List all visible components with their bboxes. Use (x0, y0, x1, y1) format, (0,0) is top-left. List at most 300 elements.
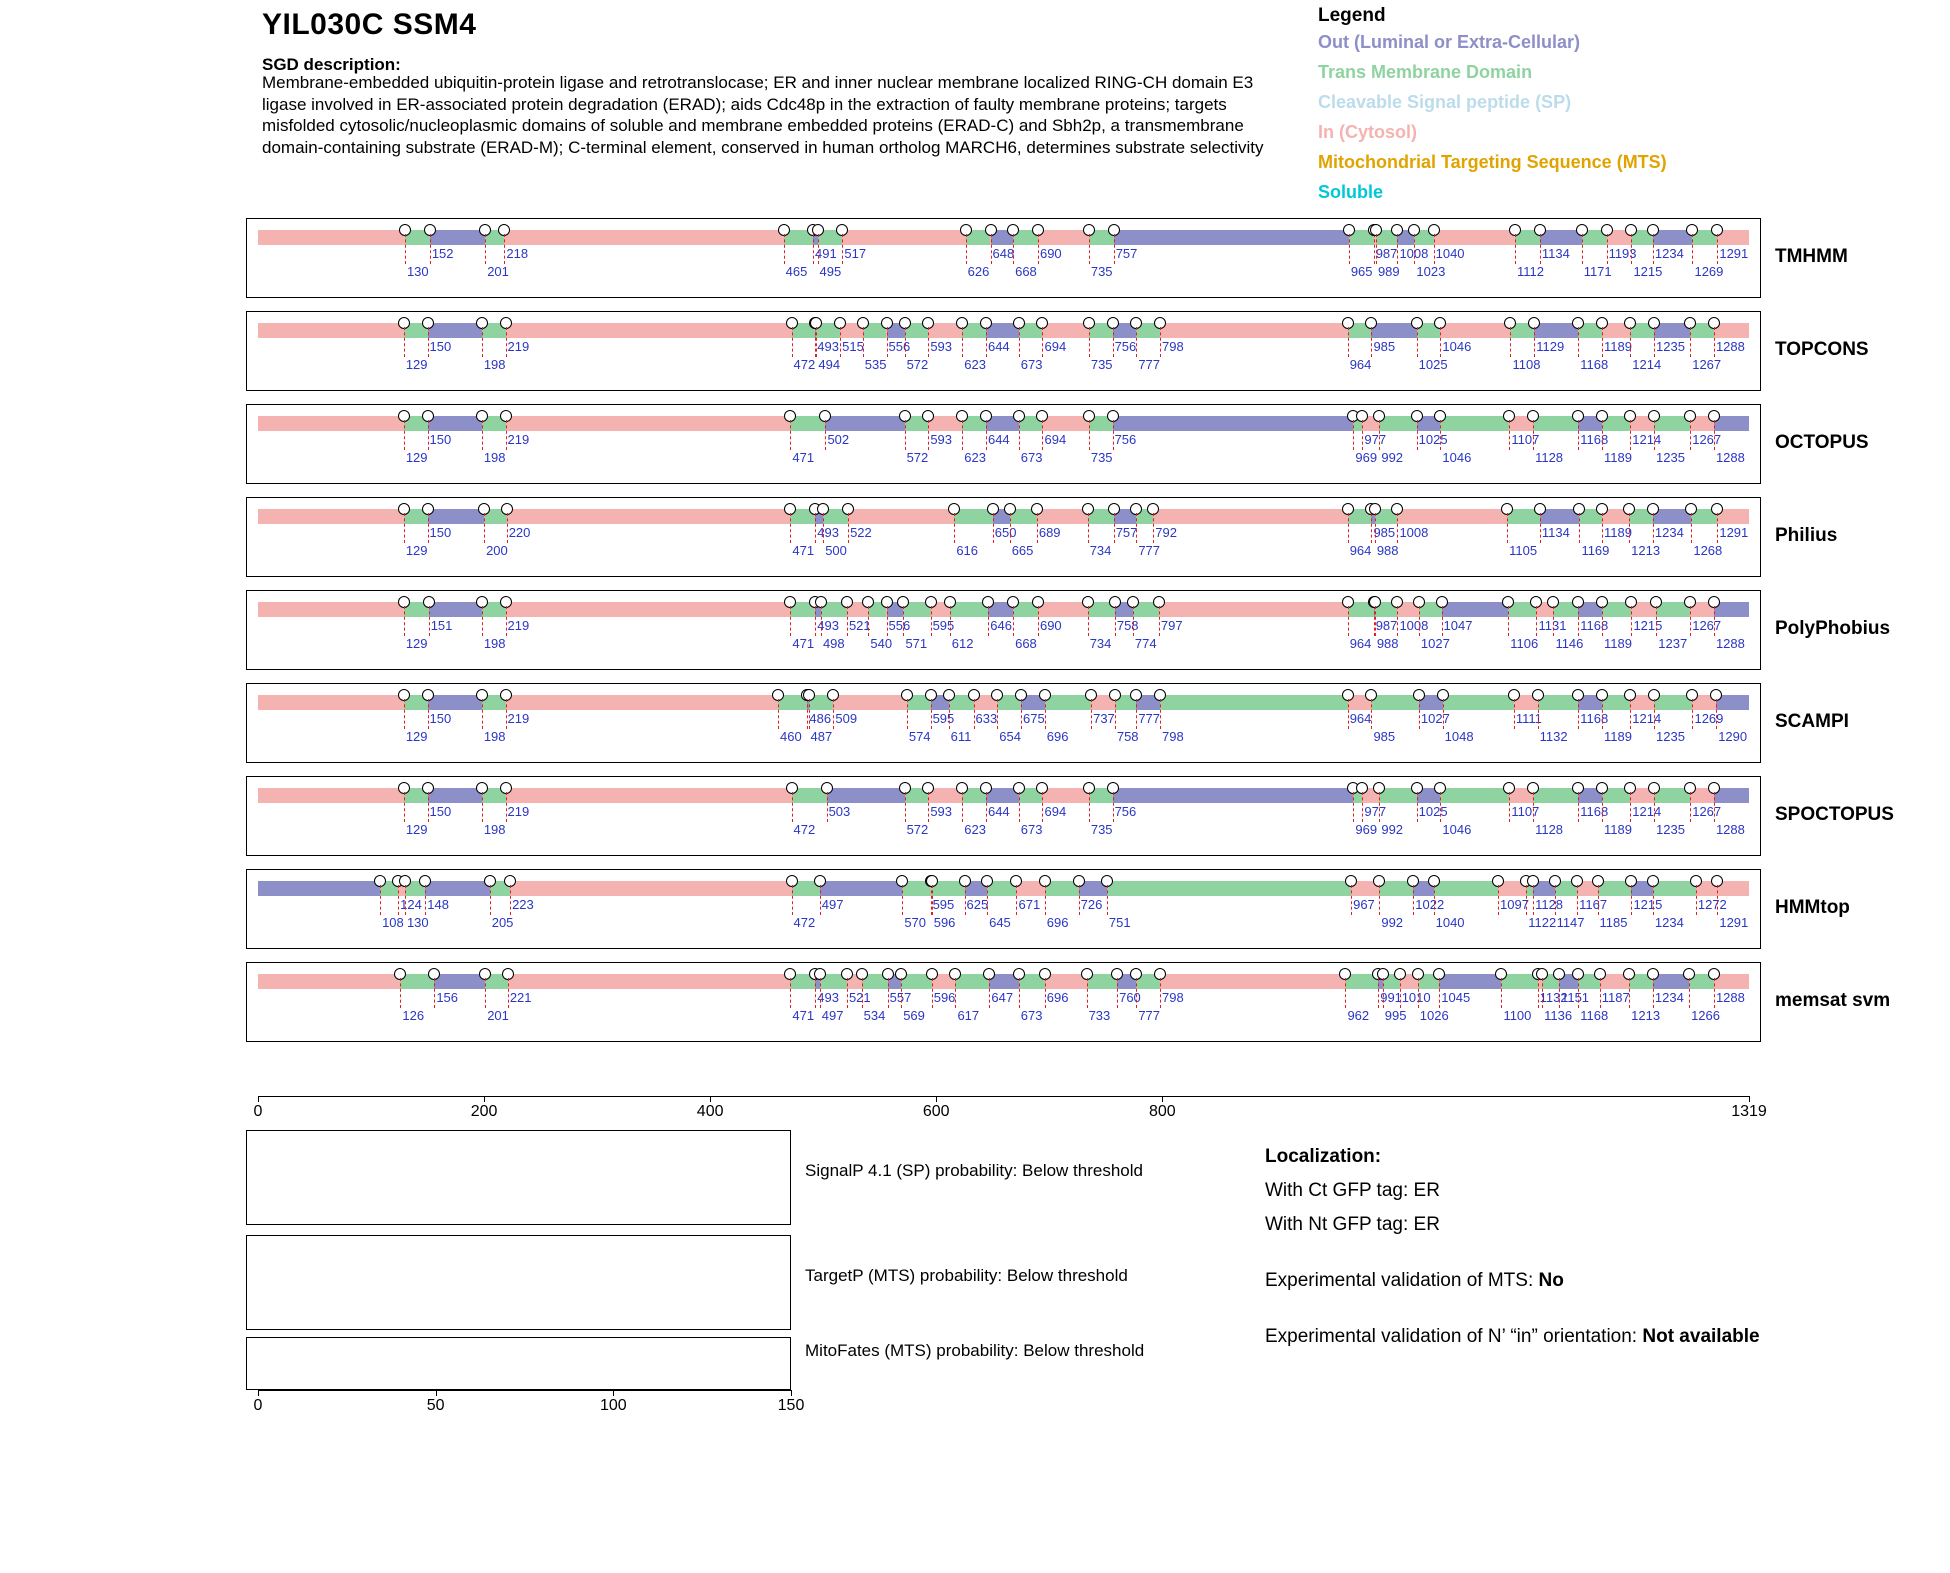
boundary-label: 734 (1089, 636, 1112, 651)
segment-in (510, 881, 791, 896)
boundary-stem (428, 699, 429, 729)
boundary-stem (1042, 327, 1043, 357)
boundary-stem (404, 606, 405, 636)
mts-validation-value: No (1538, 1270, 1564, 1291)
boundary-stem (428, 327, 429, 357)
boundary-stem (482, 699, 483, 729)
boundary-label: 797 (1160, 618, 1183, 633)
boundary-label: 491 (815, 246, 837, 261)
boundary-stem (1653, 234, 1654, 264)
axis-tick (613, 1390, 614, 1396)
boundary-label: 1189 (1604, 729, 1633, 744)
boundary-label: 497 (821, 897, 844, 912)
boundary-stem (847, 978, 848, 1008)
boundary-label: 962 (1347, 1008, 1370, 1023)
boundary-label: 1168 (1580, 711, 1609, 726)
boundary-stem (1348, 606, 1349, 636)
boundary-stem (1498, 885, 1499, 915)
boundary-label: 1048 (1444, 729, 1474, 744)
boundary-stem (950, 606, 951, 636)
boundary-label: 1267 (1692, 618, 1722, 633)
boundary-stem (1013, 606, 1014, 636)
boundary-stem (482, 420, 483, 450)
boundary-label: 647 (991, 990, 1014, 1005)
boundary-label: 1189 (1604, 636, 1633, 651)
boundary-label: 1132 (1539, 990, 1568, 1005)
boundary-stem (1042, 792, 1043, 822)
n-in-validation-label: Experimental validation of N’ “in” orientation: (1265, 1326, 1643, 1347)
boundary-stem (484, 513, 485, 543)
boundary-stem (1538, 699, 1539, 729)
boundary-label: 737 (1093, 711, 1115, 726)
boundary-label: 965 (1350, 264, 1373, 279)
boundary-stem (1654, 792, 1655, 822)
boundary-stem (1579, 513, 1580, 543)
boundary-label: 156 (436, 990, 459, 1005)
predictor-track (246, 869, 1761, 949)
boundary-label: 1022 (1415, 897, 1445, 912)
boundary-stem (430, 234, 431, 264)
boundary-stem (868, 606, 869, 636)
boundary-label: 964 (1349, 357, 1372, 372)
axis-tick (791, 1390, 792, 1396)
boundary-stem (1113, 792, 1114, 822)
segment-in (258, 230, 405, 245)
axis-tick-label: 0 (253, 1397, 263, 1414)
boundary-stem (1536, 606, 1537, 636)
segment-out (1442, 602, 1509, 617)
boundary-label: 1171 (1583, 264, 1612, 279)
boundary-stem (790, 513, 791, 543)
boundary-stem (931, 699, 932, 729)
boundary-stem (506, 792, 507, 822)
boundary-stem (1555, 885, 1556, 915)
boundary-stem (1600, 978, 1601, 1008)
boundary-label: 1269 (1694, 711, 1724, 726)
boundary-label: 1290 (1718, 729, 1748, 744)
boundary-stem (1582, 234, 1583, 264)
boundary-stem (1630, 327, 1631, 357)
boundary-stem (1653, 885, 1654, 915)
segment-in (842, 230, 965, 245)
boundary-stem (1345, 978, 1346, 1008)
predictor-name: SCAMPI (1775, 711, 1849, 732)
boundary-label: 1189 (1604, 450, 1633, 465)
boundary-stem (1397, 606, 1398, 636)
boundary-stem (784, 234, 785, 264)
segment-out (1540, 230, 1582, 245)
axis-tick (710, 1096, 711, 1102)
boundary-label: 1234 (1654, 525, 1684, 540)
predictor-name: TOPCONS (1775, 339, 1869, 360)
boundary-stem (823, 513, 824, 543)
segment-transmembrane (1160, 695, 1348, 710)
boundary-label: 696 (1046, 990, 1069, 1005)
boundary-label: 1105 (1509, 543, 1538, 558)
segment-in (258, 974, 400, 989)
boundary-label: 1167 (1579, 897, 1608, 912)
boundary-stem (400, 978, 401, 1008)
boundary-label: 1288 (1715, 822, 1745, 837)
boundary-stem (928, 327, 929, 357)
boundary-label: 964 (1349, 636, 1372, 651)
boundary-stem (1353, 420, 1354, 450)
boundary-label: 1128 (1535, 822, 1564, 837)
boundary-stem (1379, 792, 1380, 822)
boundary-label: 648 (992, 246, 1015, 261)
boundary-stem (840, 327, 841, 357)
boundary-stem (1371, 327, 1372, 357)
boundary-label: 472 (793, 822, 816, 837)
boundary-stem (1136, 327, 1137, 357)
boundary-label: 1288 (1715, 990, 1745, 1005)
segment-in (1037, 509, 1088, 524)
boundary-label: 1122 (1528, 915, 1557, 930)
boundary-stem (905, 420, 906, 450)
mitofates-label: MitoFates (MTS) probability: Below threshold (805, 1341, 1145, 1360)
boundary-stem (1045, 978, 1046, 1008)
axis-tick (1749, 1096, 1750, 1102)
boundary-stem (1375, 513, 1376, 543)
segment-in (506, 695, 778, 710)
boundary-label: 497 (821, 1008, 844, 1023)
boundary-stem (1376, 234, 1377, 264)
boundary-stem (1602, 327, 1603, 357)
boundary-stem (902, 885, 903, 915)
boundary-stem (1159, 606, 1160, 636)
boundary-label: 612 (951, 636, 974, 651)
legend-item-mts: Mitochondrial Targeting Sequence (MTS) (1318, 152, 1667, 172)
boundary-label: 1107 (1511, 804, 1540, 819)
boundary-label: 1272 (1697, 897, 1727, 912)
boundary-label: 1193 (1608, 246, 1637, 261)
boundary-label: 129 (405, 543, 428, 558)
boundary-label: 494 (818, 357, 841, 372)
segment-in (507, 509, 791, 524)
predictor-track (246, 404, 1761, 484)
boundary-label: 989 (1377, 264, 1400, 279)
boundary-stem (1016, 885, 1017, 915)
boundary-stem (905, 792, 906, 822)
boundary-label: 1291 (1719, 246, 1749, 261)
boundary-label: 570 (904, 915, 927, 930)
predictor-name: Philius (1775, 525, 1838, 546)
boundary-label: 988 (1376, 636, 1399, 651)
boundary-label: 987 (1375, 246, 1398, 261)
boundary-stem (1631, 234, 1632, 264)
predictor-name: PolyPhobius (1775, 618, 1891, 639)
boundary-stem (790, 420, 791, 450)
boundary-label: 1267 (1692, 357, 1722, 372)
boundary-stem (1690, 606, 1691, 636)
boundary-stem (954, 513, 955, 543)
boundary-label: 1129 (1536, 339, 1565, 354)
boundary-stem (818, 234, 819, 264)
boundary-stem (1383, 978, 1384, 1008)
boundary-stem (1349, 234, 1350, 264)
boundary-label: 1234 (1654, 915, 1684, 930)
predictor-track (246, 776, 1761, 856)
boundary-label: 129 (405, 450, 428, 465)
boundary-stem (1602, 792, 1603, 822)
boundary-label: 465 (785, 264, 808, 279)
boundary-label: 1128 (1535, 450, 1564, 465)
boundary-label: 626 (967, 264, 990, 279)
boundary-stem (928, 792, 929, 822)
boundary-label: 792 (1155, 525, 1177, 540)
boundary-stem (1045, 885, 1046, 915)
boundary-label: 977 (1364, 432, 1387, 447)
boundary-label: 1213 (1631, 1008, 1661, 1023)
boundary-label: 151 (430, 618, 453, 633)
sequence-axis (246, 1096, 1767, 1126)
boundary-label: 756 (1114, 339, 1137, 354)
boundary-label: 985 (1373, 729, 1396, 744)
boundary-stem (1716, 699, 1717, 729)
boundary-stem (1115, 606, 1116, 636)
boundary-stem (993, 513, 994, 543)
boundary-label: 726 (1080, 897, 1103, 912)
boundary-stem (1089, 234, 1090, 264)
boundary-stem (506, 606, 507, 636)
axis-tick (484, 1096, 485, 1102)
boundary-label: 472 (793, 915, 816, 930)
boundary-stem (792, 327, 793, 357)
segment-out (434, 974, 485, 989)
targetp-panel (246, 1235, 791, 1330)
boundary-label: 1288 (1715, 339, 1745, 354)
boundary-stem (1440, 792, 1441, 822)
boundary-stem (887, 606, 888, 636)
legend-item-soluble: Soluble (1318, 182, 1384, 202)
boundary-label: 1189 (1604, 822, 1633, 837)
boundary-stem (1602, 513, 1603, 543)
boundary-label: 108 (382, 915, 404, 930)
boundary-label: 777 (1138, 357, 1161, 372)
boundary-stem (1117, 978, 1118, 1008)
boundary-label: 646 (990, 618, 1012, 633)
boundary-label: 1040 (1435, 915, 1465, 930)
predictor-name: OCTOPUS (1775, 432, 1869, 453)
boundary-label: 595 (932, 618, 955, 633)
boundary-label: 200 (486, 543, 508, 558)
boundary-stem (1089, 327, 1090, 357)
boundary-label: 992 (1381, 915, 1404, 930)
boundary-label: 623 (964, 822, 986, 837)
boundary-label: 967 (1353, 897, 1375, 912)
boundary-label: 130 (406, 264, 429, 279)
boundary-label: 1008 (1399, 525, 1429, 540)
segment-out (1113, 416, 1354, 431)
segment-in (1440, 323, 1510, 338)
boundary-label: 1097 (1500, 897, 1529, 912)
boundary-stem (428, 420, 429, 450)
boundary-label: 1215 (1633, 897, 1663, 912)
boundary-label: 735 (1090, 450, 1113, 465)
segment-in (258, 323, 404, 338)
boundary-label: 572 (906, 450, 929, 465)
boundary-stem (1578, 420, 1579, 450)
boundary-label: 757 (1115, 246, 1138, 261)
segment-transmembrane (1443, 695, 1514, 710)
boundary-label: 472 (793, 357, 816, 372)
boundary-label: 1010 (1401, 990, 1431, 1005)
boundary-label: 1134 (1541, 246, 1570, 261)
boundary-stem (1379, 420, 1380, 450)
boundary-label: 502 (827, 432, 850, 447)
boundary-label: 694 (1044, 804, 1067, 819)
boundary-label: 198 (483, 357, 506, 372)
segment-out (825, 416, 904, 431)
boundary-label: 1027 (1420, 636, 1450, 651)
boundary-label: 760 (1119, 990, 1141, 1005)
boundary-stem (1353, 792, 1354, 822)
boundary-stem (792, 792, 793, 822)
boundary-stem (932, 978, 933, 1008)
boundary-label: 223 (512, 897, 534, 912)
boundary-label: 690 (1039, 246, 1062, 261)
boundary-stem (1653, 513, 1654, 543)
boundary-stem (1442, 606, 1443, 636)
segment-transmembrane (1653, 881, 1696, 896)
boundary-stem (816, 327, 817, 357)
boundary-stem (1153, 513, 1154, 543)
boundary-stem (1578, 699, 1579, 729)
segment-in (506, 602, 791, 617)
boundary-label: 1128 (1535, 897, 1564, 912)
boundary-stem (1598, 885, 1599, 915)
segment-out (428, 695, 482, 710)
boundary-label: 569 (903, 1008, 925, 1023)
boundary-label: 1100 (1503, 1008, 1532, 1023)
axis-tick-label: 50 (426, 1397, 445, 1414)
segment-out (1371, 323, 1416, 338)
boundary-stem (888, 978, 889, 1008)
boundary-label: 218 (506, 246, 529, 261)
boundary-label: 1040 (1435, 246, 1465, 261)
boundary-stem (1010, 513, 1011, 543)
boundary-stem (1514, 699, 1515, 729)
boundary-stem (1019, 978, 1020, 1008)
boundary-label: 460 (779, 729, 802, 744)
boundary-label: 1234 (1654, 990, 1684, 1005)
boundary-label: 150 (429, 525, 452, 540)
boundary-label: 1234 (1654, 246, 1684, 261)
boundary-label: 1046 (1442, 822, 1472, 837)
boundary-stem (1419, 606, 1420, 636)
boundary-stem (986, 420, 987, 450)
boundary-label: 1189 (1604, 339, 1633, 354)
boundary-stem (485, 234, 486, 264)
boundary-label: 556 (888, 339, 911, 354)
boundary-stem (820, 885, 821, 915)
boundary-stem (903, 606, 904, 636)
boundary-stem (965, 885, 966, 915)
boundary-label: 1237 (1658, 636, 1688, 651)
boundary-label: 1111 (1515, 711, 1542, 726)
boundary-stem (962, 420, 963, 450)
segment-out (429, 602, 482, 617)
boundary-stem (1136, 513, 1137, 543)
segment-in (1042, 323, 1088, 338)
boundary-label: 1151 (1561, 990, 1590, 1005)
boundary-label: 756 (1114, 432, 1137, 447)
boundary-label: 777 (1138, 711, 1161, 726)
boundary-label: 798 (1162, 339, 1184, 354)
boundary-stem (842, 234, 843, 264)
boundary-stem (1114, 513, 1115, 543)
boundary-label: 733 (1088, 1008, 1111, 1023)
legend-item-in: In (Cytosol) (1318, 122, 1417, 142)
segment-in (258, 695, 404, 710)
boundary-stem (1534, 327, 1535, 357)
boundary-stem (1378, 978, 1379, 1008)
boundary-stem (1578, 792, 1579, 822)
boundary-stem (1538, 978, 1539, 1008)
boundary-stem (1714, 792, 1715, 822)
boundary-label: 129 (405, 357, 428, 372)
boundary-label: 992 (1381, 822, 1404, 837)
boundary-stem (404, 513, 405, 543)
boundary-label: 471 (792, 1008, 815, 1023)
boundary-stem (1631, 885, 1632, 915)
boundary-label: 493 (817, 525, 839, 540)
boundary-label: 1112 (1517, 264, 1544, 279)
boundary-stem (1714, 327, 1715, 357)
signalp-label: SignalP 4.1 (SP) probability: Below threshold (805, 1161, 1143, 1180)
boundary-stem (1348, 327, 1349, 357)
boundary-label: 124 (400, 897, 422, 912)
boundary-label: 487 (810, 729, 833, 744)
boundary-label: 1046 (1442, 339, 1472, 354)
boundary-label: 1169 (1581, 543, 1610, 558)
segment-in (833, 695, 906, 710)
axis-tick-label: 150 (777, 1397, 805, 1414)
segment-in (1160, 974, 1345, 989)
boundary-label: 985 (1373, 339, 1396, 354)
boundary-label: 758 (1116, 618, 1139, 633)
boundary-stem (905, 327, 906, 357)
segment-in (1038, 230, 1089, 245)
boundary-stem (1691, 513, 1692, 543)
boundary-stem (1113, 420, 1114, 450)
segment-out (428, 509, 485, 524)
boundary-stem (1508, 606, 1509, 636)
boundary-label: 219 (507, 804, 530, 819)
boundary-stem (404, 420, 405, 450)
boundary-label: 675 (1023, 711, 1045, 726)
boundary-label: 129 (405, 636, 428, 651)
boundary-label: 1168 (1580, 804, 1609, 819)
boundary-label: 1235 (1656, 339, 1685, 354)
boundary-label: 1168 (1580, 618, 1609, 633)
legend-item-sp: Cleavable Signal peptide (SP) (1318, 92, 1572, 112)
axis-tick-label: 1319 (1731, 1103, 1767, 1120)
segment-in (504, 230, 783, 245)
boundary-stem (1013, 234, 1014, 264)
boundary-stem (1507, 513, 1508, 543)
boundary-stem (1419, 699, 1420, 729)
boundary-stem (1689, 978, 1690, 1008)
boundary-label: 471 (792, 543, 815, 558)
legend (1318, 5, 1667, 207)
boundary-stem (506, 699, 507, 729)
boundary-label: 596 (933, 915, 956, 930)
segment-in (1042, 788, 1088, 803)
boundary-stem (1088, 513, 1089, 543)
boundary-label: 1214 (1632, 432, 1662, 447)
boundary-label: 644 (987, 804, 1010, 819)
